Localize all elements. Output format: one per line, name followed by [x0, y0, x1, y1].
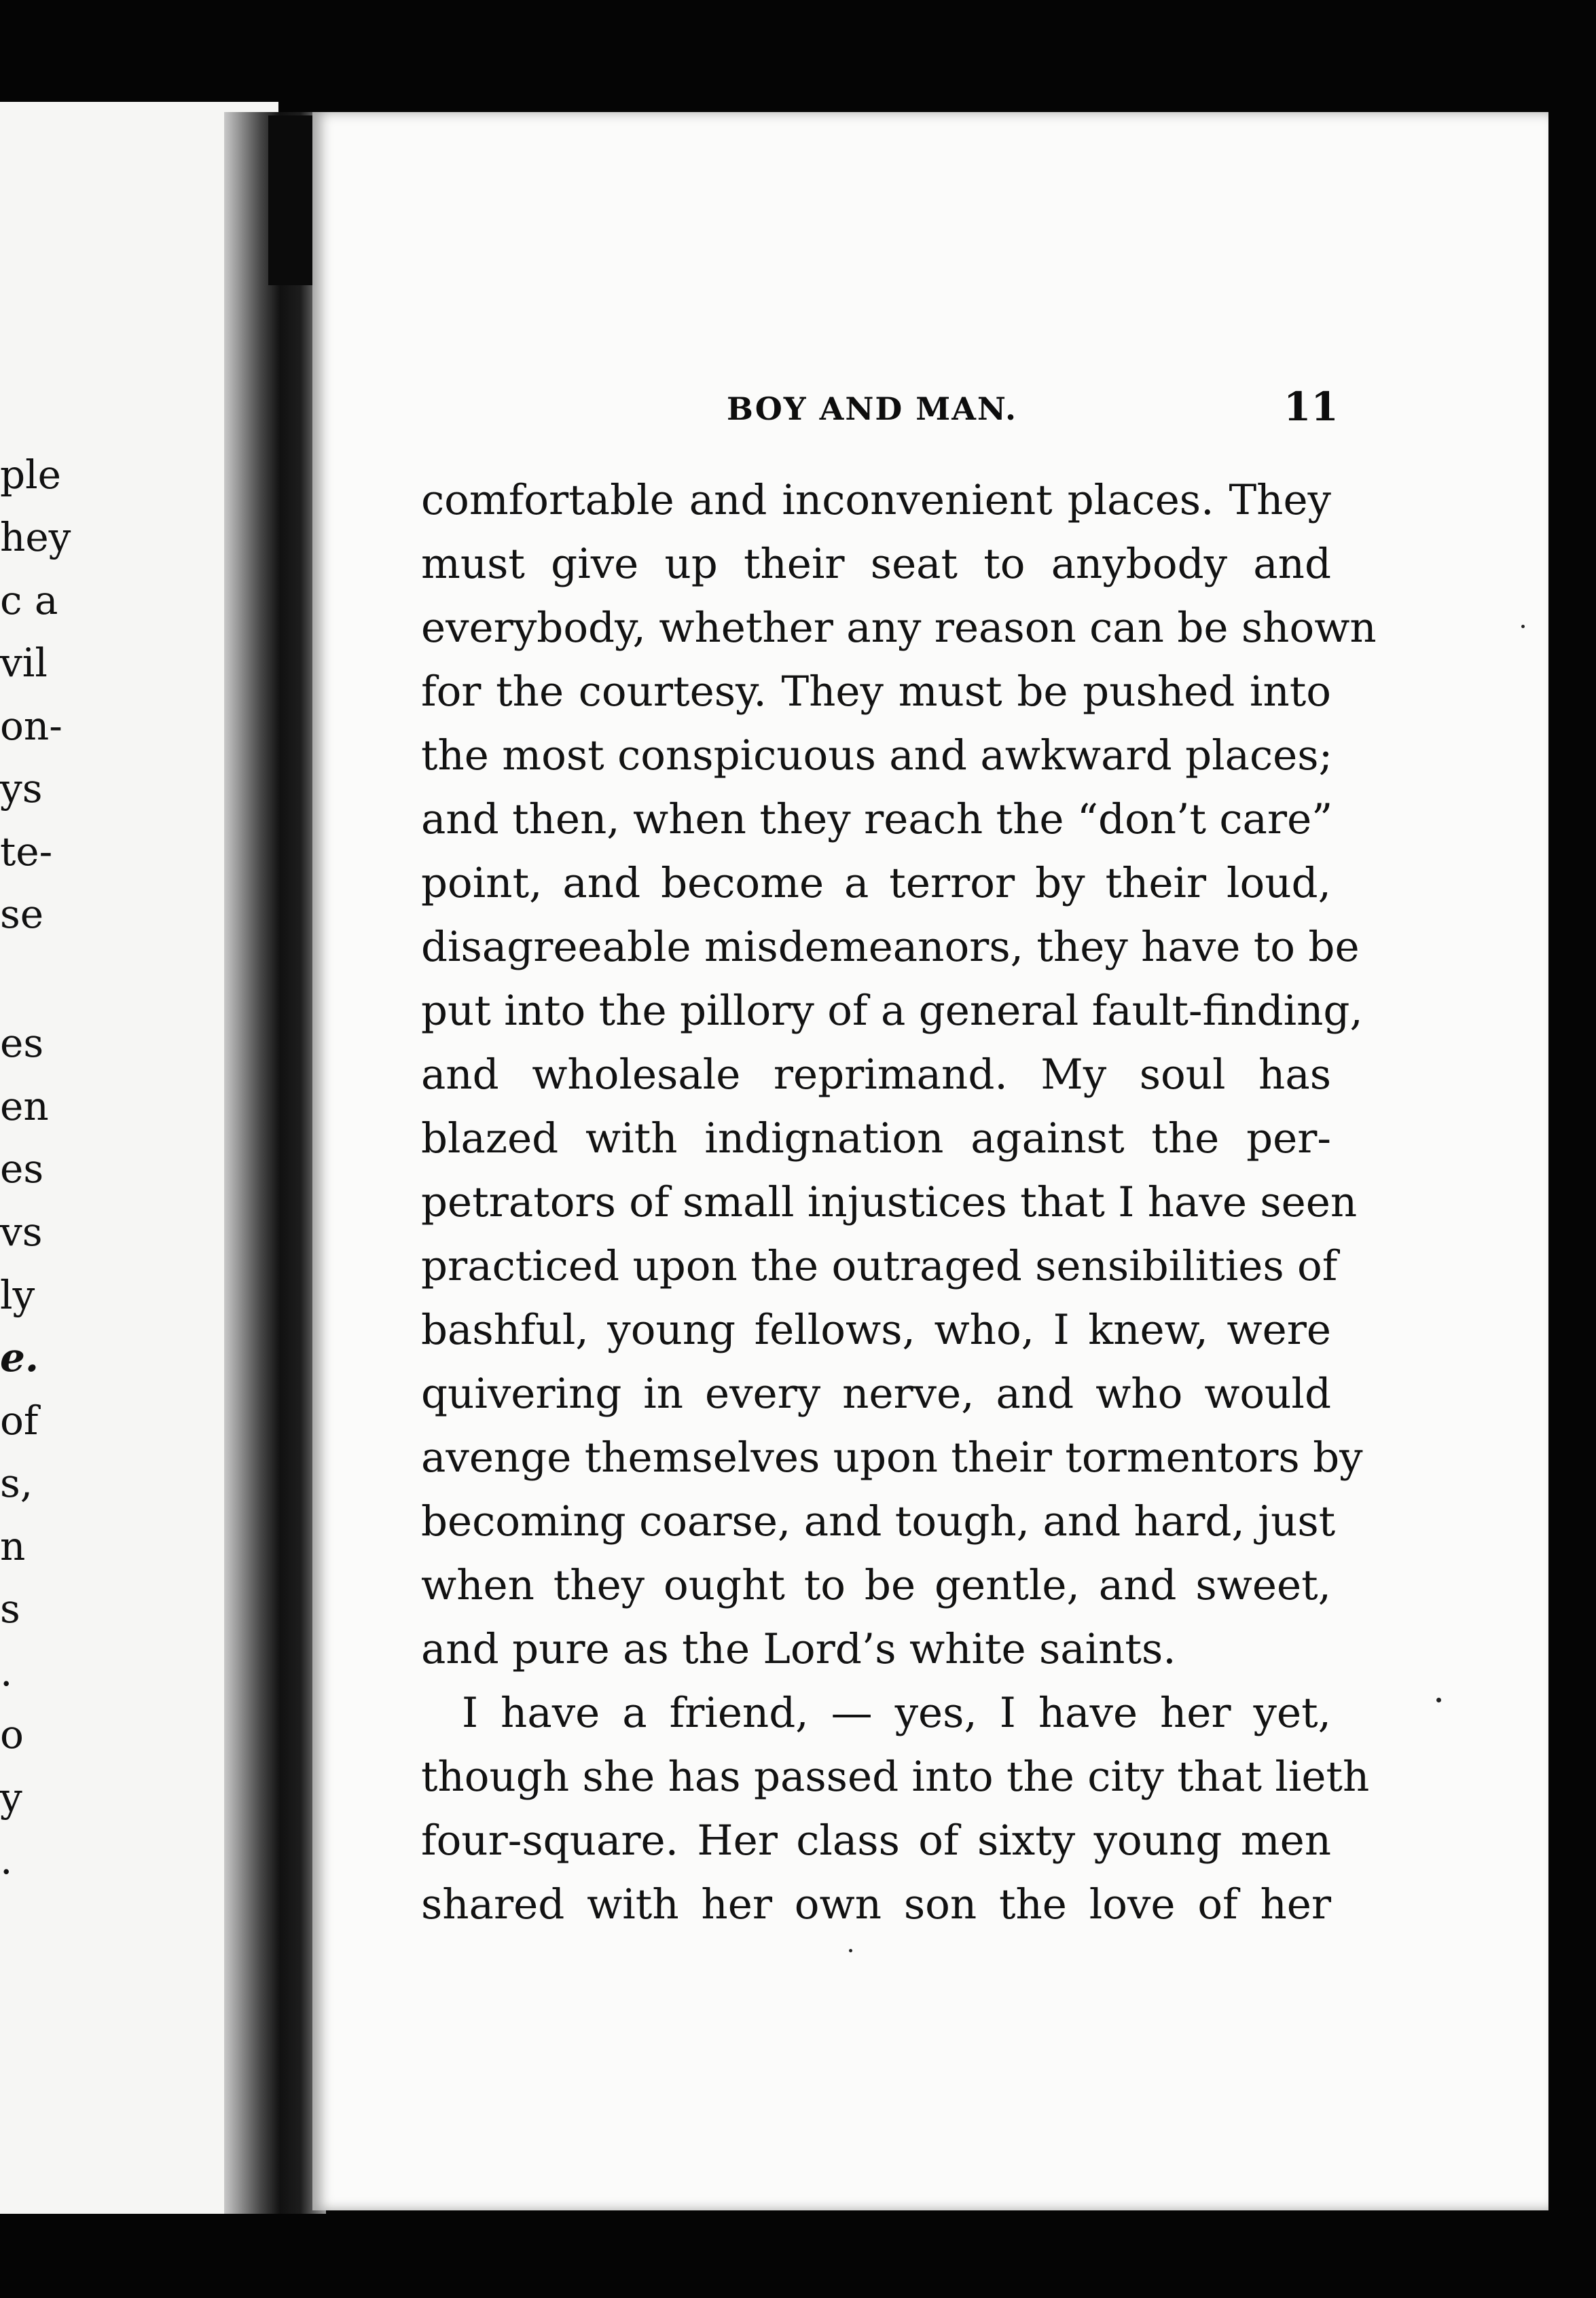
text-line: practiced upon the outraged sensibilities of [421, 1242, 1338, 1290]
left-fragment-text: s [0, 1586, 20, 1632]
text-line: becoming coarse, and tough, and hard, just [421, 1497, 1336, 1546]
text-line: avenge themselves upon their tormentors by [421, 1434, 1363, 1482]
left-fragment-text: vil [0, 640, 48, 686]
left-fragment-text: c a [0, 577, 58, 623]
text-line: and wholesale reprimand. My soul has [421, 1051, 1331, 1099]
running-title: BOY AND MAN. [727, 390, 1018, 427]
text-line: though she has passed into the city that lieth [421, 1753, 1370, 1801]
text-line: must give up their seat to anybody and [421, 540, 1331, 588]
left-fragment-text: s, [0, 1460, 33, 1506]
paper-speck [849, 1949, 852, 1952]
left-fragment-text: of [0, 1398, 39, 1444]
left-fragment-text: o [0, 1711, 24, 1757]
paper-speck [1436, 1698, 1441, 1702]
text-line: put into the pillory of a general fault-finding, [421, 987, 1363, 1035]
text-line: quivering in every nerve, and who would [421, 1370, 1331, 1418]
left-fragment-text: y [0, 1774, 22, 1821]
text-line: disagreeable misdemeanors, they have to be [421, 923, 1360, 971]
book-gutter-shadow [224, 112, 326, 2214]
left-fragment-text: hey [0, 514, 71, 560]
left-fragment-text: on- [0, 703, 62, 749]
text-line: petrators of small injustices that I have seen [421, 1178, 1358, 1226]
left-fragment-text: . [0, 1649, 13, 1695]
left-fragment-text: en [0, 1083, 49, 1129]
left-fragment-text: n [0, 1523, 26, 1569]
left-fragment-text: e. [0, 1334, 39, 1381]
text-line: I have a friend, — yes, I have her yet, [462, 1689, 1331, 1737]
left-fragment-text: vs [0, 1209, 43, 1255]
text-line: and then, when they reach the “don’t care” [421, 795, 1333, 843]
left-fragment-text: . [0, 1837, 13, 1883]
left-fragment-text: es [0, 1146, 44, 1192]
left-fragment-text: ys [0, 765, 43, 811]
text-line: blazed with indignation against the per- [421, 1114, 1331, 1163]
paper-speck [1521, 625, 1525, 628]
text-line: point, and become a terror by their loud, [421, 859, 1331, 907]
left-fragment-text: se [0, 891, 44, 937]
left-fragment-text: te- [0, 828, 53, 875]
text-line: comfortable and inconvenient places. They [421, 476, 1331, 524]
text-line: and pure as the Lord’s white saints. [421, 1625, 1176, 1673]
left-fragment-text: es [0, 1020, 44, 1066]
text-line: for the courtesy. They must be pushed into [421, 668, 1331, 716]
body-text [421, 469, 1377, 1937]
text-line: when they ought to be gentle, and sweet, [421, 1561, 1331, 1609]
text-line: shared with her own son the love of her [421, 1880, 1331, 1929]
left-fragment-text: ly [0, 1272, 35, 1318]
page-number: 11 [1284, 384, 1339, 430]
text-line: everybody, whether any reason can be shown [421, 604, 1377, 652]
text-line: bashful, young fellows, who, I knew, were [421, 1306, 1331, 1354]
left-fragment-text: ple [0, 452, 62, 498]
text-line: the most conspicuous and awkward places; [421, 731, 1333, 780]
text-line: four-square. Her class of sixty young men [421, 1817, 1331, 1865]
